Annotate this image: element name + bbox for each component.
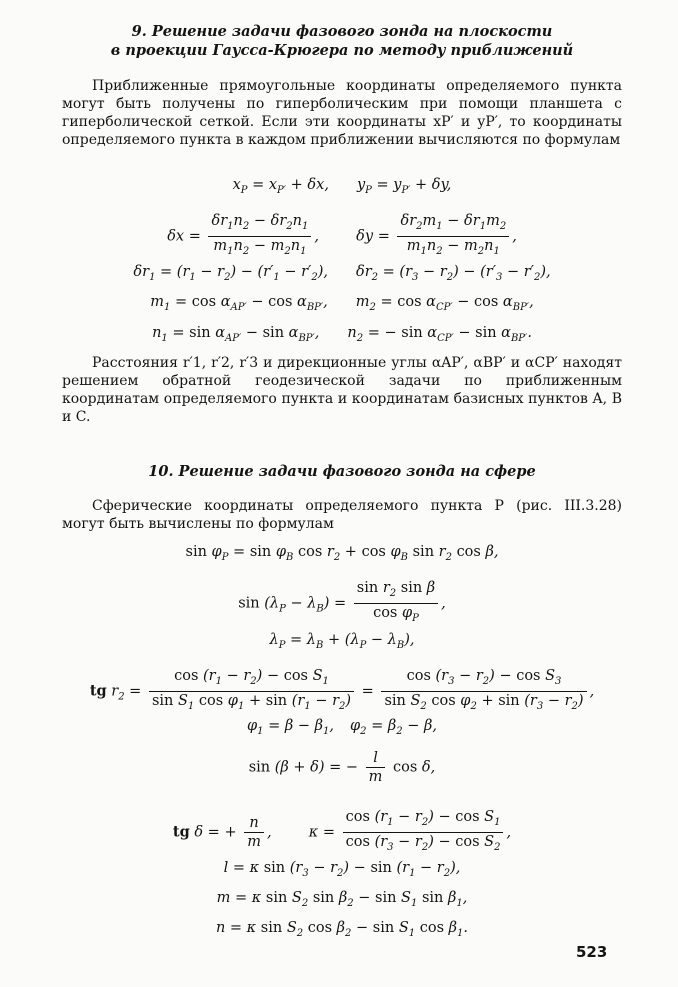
formula-dr: $\delta r_1 = (r_1 - r_2) - (r'_1 - r'_2)$, $\delta r_2 = (r_3 - r_2) - (r'_3 - r'_2)$, xyxy=(133,264,551,283)
formula-n: $n_1 = \sin \alpha_{AP'} - \sin \alpha_{BP'}$, $n_2$ = − $\sin \alpha_{CP'} - \sin \alpha_{BP'}$. xyxy=(152,325,532,344)
formula-sin-lambda: $\sin (\lambda_P - \lambda_B)$ = $\frac{\sin r_2 \sin \beta}{\cos \varphi_P}$ , xyxy=(238,580,446,624)
formula-tg-r2: tg $r_2$ = $\frac{\cos (r_1 - r_2) - \cos S_1}{\sin S_1 \cos \varphi_1 + \sin (r_1 - r_2)}$ = $\frac{\cos (r_3 - r_2) - \cos S_3}{\sin S_2 \cos \varphi_2 + \sin (r_3 - r_2)}$ , xyxy=(89,668,595,712)
formula-phi: $\varphi_1 = \beta - \beta_1$, $\varphi_2 = \beta_2 - \beta$, xyxy=(246,718,438,737)
section-9-paragraph-2: Расстояния r′1, r′2, r′3 и дирекционные углы αAP′, αBP′ и αCP′ находят решением обратной геодезической задачи по приближенным координатам определяемого пункта и координатам базисных пунктов A, B и C. xyxy=(62,355,622,425)
formula-sin-phi-p: $\sin \varphi_P = \sin \varphi_B$ $\cos r_2 + \cos \varphi_B$ $\sin r_2$ cos β, xyxy=(185,544,499,563)
page-number: 523 xyxy=(576,943,608,961)
formula-n-sph: n = κ $\sin S_2$ $\cos \beta_2 - \sin S_1$ $\cos \beta_1$. xyxy=(215,920,469,939)
section-10-paragraph-1: Сферические координаты определяемого пункта P (рис. III.3.28) могут быть вычислены по формулам xyxy=(62,498,622,532)
section-9-title-line2: в проекции Гаусса-Крюгера по методу приближений xyxy=(110,42,574,59)
formula-m: $m_1 = \cos \alpha_{AP'} - \cos \alpha_{BP'}$, $m_2 = \cos \alpha_{CP'} - \cos \alpha_{BP'}$, xyxy=(150,294,534,313)
formula-lambda-p: $\lambda_P = \lambda_B + (\lambda_P - \lambda_B)$, xyxy=(269,632,415,651)
section-9-paragraph-1: Приближенные прямоугольные координаты определяемого пункта могут быть получены по гиперболическим при помощи планшета с гиперболической сеткой. Если эти координаты xP′ и yP′, то координаты определяемого пункта в каждом приближении вычисляются по формулам xyxy=(62,78,622,148)
formula-tg-delta-kappa: tg δ = + $\frac{n}{m}$ , κ = $\frac{\cos (r_1 - r_2) - \cos S_1}{\cos (r_3 - r_2) - \cos S_2}$ , xyxy=(172,809,512,853)
formula-dx-dy: δx = $\frac{\delta r_1n_2 - \delta r_2n_1}{m_1n_2 - m_2n_1}$ , δy = $\frac{\delta r_2m_1 - \delta r_1m_2}{m_1n_2 - m_2n_1}$ , xyxy=(167,213,517,257)
page-content xyxy=(62,22,622,939)
section-9-title-line1: 9. Решение задачи фазового зонда на плоскости xyxy=(131,23,553,40)
section-9-heading xyxy=(62,22,622,60)
section-10-heading: 10. Решение задачи фазового зонда на сфере xyxy=(148,463,536,480)
formula-l: l = κ $\sin (r_3 - r_2) - \sin (r_1 - r_2)$, xyxy=(223,860,461,879)
formula-sin-beta-delta: sin (β + δ) = − $\frac{l}{m}$ cos δ, xyxy=(248,750,436,785)
formula-xp-yp: $x_P = x_{P'} + \delta x$, $y_P = y_{P'} + \delta y$, xyxy=(232,177,452,196)
formula-m-sph: m = κ $\sin S_2$ $\sin \beta_2 - \sin S_1$ $\sin \beta_1$, xyxy=(216,890,468,909)
